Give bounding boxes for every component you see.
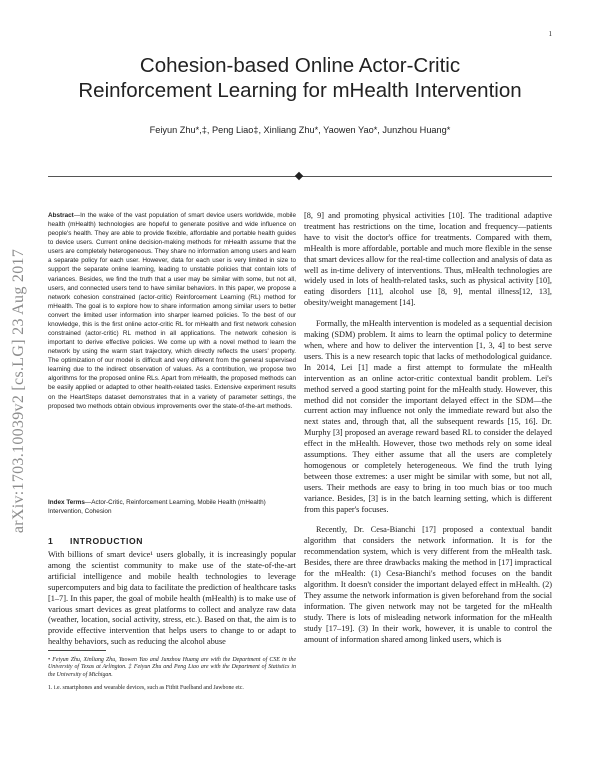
- intro-paragraph: With billions of smart device¹ users globally, it is increasingly popular among the scientist community to make use of the state-of-the-art artificial intelligence and mobile health technologies to leverage supercomputers and big data to facilitate the prediction of healthcare tasks [1–7]. In this paper, the goal of mobile health (mHealth) is to make use of various smart devices as great platforms to collect and analyze raw data (weather, location, social activity, stress, etc.). Based on that, the aim is to provide effective intervention that helps users to change to or adapt to healthy behaviors, such as reducing the alcohol abuse: [48, 550, 296, 647]
- abstract-text: —In the wake of the vast population of smart device users worldwide, mobile health (mHealth) technologies are hopeful to generate positive and wide influence on people's health. They are able to provide flexible, affordable and portable health guides to device users. Current online decision-making methods for mHealth assume that the users are completely heterogeneous. They share no information among users and learn a separate policy for each user. However, data for each user is very limited in size to support the separate online learning, leading to unstable policies that contain lots of variances. Besides, we find the truth that a user may be similar with some, but not all, users, and connected users tend to have similar behaviors. In this paper, we propose a network cohesion constrained (actor-critic) Reinforcement Learning (RL) method for mHealth. The goal is to explore how to share information among similar users to better convert the limited user information into sharper learned policies. To the best of our knowledge, this is the first online actor-critic RL for mHealth and first network cohesion constrained (actor-critic) RL method in all applications. The network cohesion is important to derive effective policies. We come up with a novel method to learn the network by using the warm start trajectory, which directly reflects the users' property. The optimization of our model is difficult and very different from the general supervised learning due to the indirect observation of values. As a contribution, we propose two algorithms for the proposed online RLs. Apart from mHealth, the proposed methods can be easily applied or adapted to other health-related tasks. Extensive experiment results on the HeartSteps dataset demonstrates that in a variety of parameter settings, the proposed two methods obtain obvious improvements over the state-of-the-art methods.: [48, 212, 296, 410]
- footnote-1: 1. i.e. smartphones and wearable devices, such as Fitbit Fuelband and Jawbone etc.: [48, 685, 244, 691]
- index-terms-label: Index Terms: [48, 499, 85, 506]
- right-paragraph-2: Formally, the mHealth intervention is modeled as a sequential decision making (SDM) problem. It aims to learn the optimal policy to determine when, where and how to deliver the intervention [1, 3, 4] to best serve users. This is a new research topic that lacks of methodological guidance. In 2014, Lei [1] made a first attempt to formulate the mHealth intervention as an online actor-critic contextual bandit problem. Lei's method served a good starting point for the mHealth study. However, this method did not consider the important delayed effect in the SDM—the current action may influence not only the immediate reward but also the next states and, through that, all the subsequent rewards [15, 16]. Dr. Murphy [3] proposed an average reward based RL to consider the delayed effect in the mHealth. However, those two methods rely on some ideal assumptions. They either assume that all the users are completely homogenous or completely heterogeneous. We find the truth lying between those extremes: a user might be similar with some, but not all, users. Their methods are easy to bring in too much bias or too much variance. Besides, [3] is in the batch learning setting, which is different from this paper's focuses.: [304, 319, 552, 514]
- title-line-2: Reinforcement Learning for mHealth Intervention: [78, 79, 522, 102]
- index-terms-text: —Actor-Critic, Reinforcement Learning, Mobile Health (mHealth) Intervention, Cohesion: [48, 499, 266, 516]
- footnote-rule: [48, 650, 106, 651]
- title-line-1: Cohesion-based Online Actor-Critic: [139, 54, 461, 77]
- divider-diamond-icon: [295, 172, 303, 180]
- abstract-label: Abstract: [48, 212, 74, 219]
- footnote-affiliations: • Feiyun Zhu, Xinliang Zhu, Yaowen Yao and Junzhou Huang are with the Department of CSE in the University of Texas at Arlington. ‡ Feiyun Zhu and Peng Liao are with the Department of Statistics in the University of Michigan.: [48, 657, 296, 678]
- right-paragraph-1: [8, 9] and promoting physical activities [10]. The traditional adaptive treatment has restrictions on the time, location and frequency—patients have to visit the doctor's office for treatments. Compared with them, mHealth is more affordable, portable and much more flexible in the sense that smart devices allow for the real-time collection and analysis of data as well as in-time delivery of interventions. Thus, mHealth technologies are widely used in lots of health-related tasks, such as physical activity [10], eating disorders [11], alcohol use [8, 9], mental illness[12, 13], obesity/weight management [14].: [304, 211, 552, 308]
- page-number: 1: [548, 30, 552, 38]
- section-title: INTRODUCTION: [70, 536, 144, 546]
- index-terms: [48, 498, 296, 516]
- arxiv-stamp: arXiv:1703.10039v2 [cs.LG] 23 Aug 2017: [10, 248, 27, 534]
- section-heading: [48, 536, 143, 546]
- right-paragraph-3: Recently, Dr. Cesa-Bianchi [17] proposed a contextual bandit algorithm that considers the network information. It is for the recommendation system, which is very different from the mHealth task. Besides, there are three drawbacks making the method in [17] impractical for the mHealth: (1) Cesa-Bianchi's method focuses on the bandit algorithm. It doesn't consider the important delayed effect in mHealth. (2) They assume the network information is given beforehand from the social information. The given network may not be targeted for the mHealth study. There is lots of misleading network information for the mHealth study [17–19]. (3) In their work, however, it is unable to control the amount of information shared among linked users, which is: [304, 525, 552, 644]
- right-column: [304, 211, 552, 645]
- paper-title: [40, 53, 560, 103]
- section-number: 1: [48, 536, 54, 546]
- author-list: Feiyun Zhu*,‡, Peng Liao‡, Xinliang Zhu*, Yaowen Yao*, Junzhou Huang*: [149, 125, 451, 135]
- abstract: [48, 211, 296, 411]
